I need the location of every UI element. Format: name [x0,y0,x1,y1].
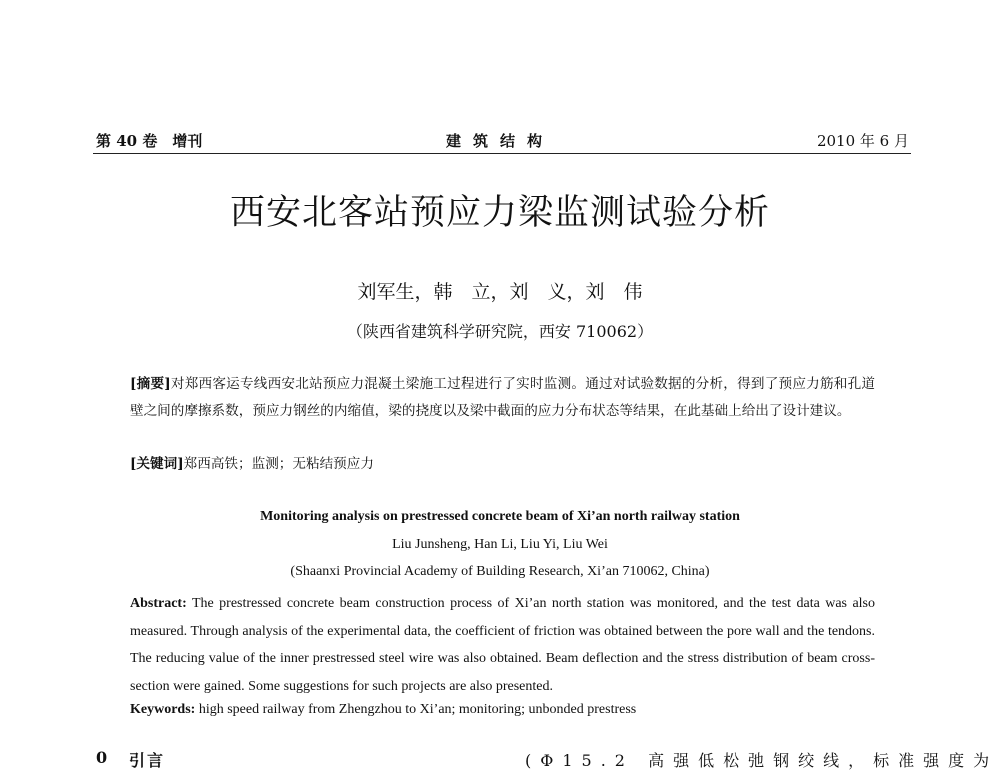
abstract-en-text: The prestressed concrete beam construction process of Xi’an north station was monitored, and the test data was also measured. Through analysis of the experimental data, the coefficient of friction was obtained between the pore wall and the tendons. The reducing value of the inner prestressed steel wire was also obtained. Beam deflection and the stress distribution of beam cross-section were gained. Some suggestions for such projects are also presented. [130,596,876,694]
paper-title-cn: 西安北客站预应力梁监测试验分析 [229,193,770,233]
body-text-fragment: (Φ15.2 高强低松弛钢绞线，标准强度为 [525,751,999,770]
publication-date: 2010 年 6 月 [816,132,909,150]
keywords-en-label: Keywords: [130,702,196,717]
section-title: 引言 [129,751,166,770]
authors-cn: 刘军生，韩 立，刘 义，刘 伟 [357,281,643,303]
keywords-en-text: high speed railway from Zhengzhou to Xi’an; monitoring; unbonded prestress [198,702,637,717]
affiliation-en: (Shaanxi Provincial Academy of Building Research, Xi’an 710062, China) [290,564,710,579]
abstract-cn [130,371,875,425]
abstract-en [130,590,875,700]
keywords-cn-text: 郑西高铁；监测；无粘结预应力 [183,456,374,472]
keywords-en [130,700,875,720]
abstract-cn-text: 对郑西客运专线西安北站预应力混凝土梁施工过程进行了实时监测。通过对试验数据的分析，得到了预应力筋和孔道壁之间的摩擦系数，预应力钢丝的内缩值，梁的挠度以及梁中截面的应力分布状态等结果，在此基础上给出了设计建议。 [130,376,875,419]
journal-name: 建筑结构 [445,132,554,150]
affiliation-cn: （陕西省建筑科学研究院，西安 710062） [346,322,654,341]
paper-title-en: Monitoring analysis on prestressed concrete beam of Xi’an north railway station [260,509,740,524]
abstract-cn-label: [摘要] [130,376,171,392]
journal-volume: 第 40 卷 增刊 [96,132,203,150]
keywords-cn [130,451,875,478]
authors-en: Liu Junsheng, Han Li, Liu Yi, Liu Wei [392,537,608,552]
abstract-en-label: Abstract: [130,596,187,611]
section-number: 0 [96,748,108,767]
keywords-cn-label: [关键词] [130,456,184,472]
header-rule [93,153,911,154]
